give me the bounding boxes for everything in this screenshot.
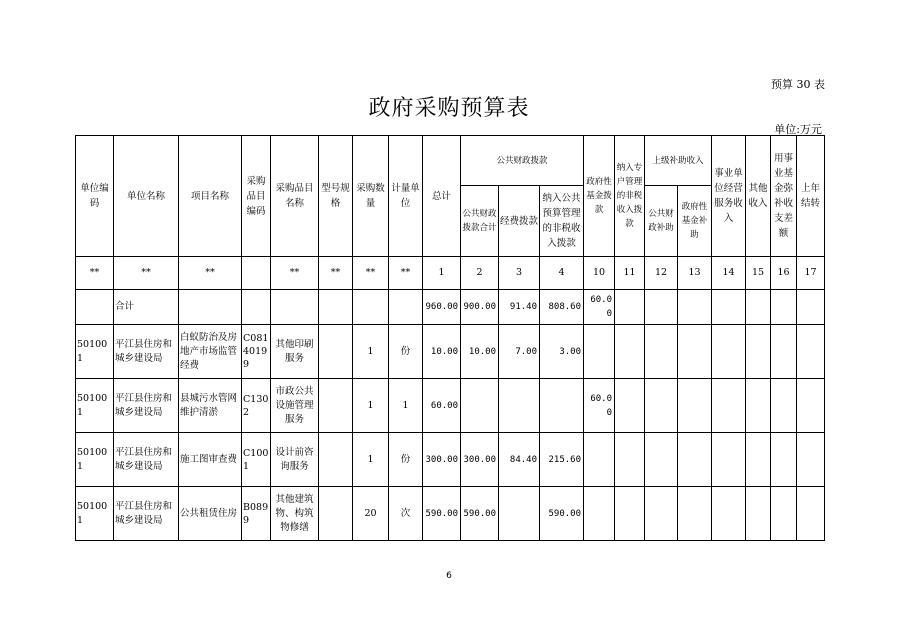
project-name-cell: 施工图审查费	[179, 433, 242, 487]
header-other: 其他收入	[746, 136, 771, 257]
header-sup-gov-fund: 政府性基金补助	[678, 186, 712, 257]
total-cell: 590.00	[423, 487, 461, 541]
index-cell: 17	[797, 257, 825, 290]
index-cell: **	[389, 257, 423, 290]
quantity-cell: 1	[353, 433, 389, 487]
header-project-name: 项目名称	[179, 136, 242, 257]
model-cell	[319, 325, 353, 379]
measure-cell: 1	[389, 379, 423, 433]
header-measure: 计量单位	[389, 136, 423, 257]
index-cell: 4	[540, 257, 584, 290]
header-item-code: 采购品目编码	[242, 136, 271, 257]
total-cell: 10.00	[423, 325, 461, 379]
total-cell: 300.00	[423, 433, 461, 487]
total-nontax: 808.60	[540, 290, 584, 325]
unit-code-cell: 501001	[76, 325, 114, 379]
unit-code-cell: 501001	[76, 487, 114, 541]
gov-fund-cell	[584, 433, 615, 487]
header-item-name: 采购品目名称	[271, 136, 319, 257]
total-funding: 91.40	[499, 290, 540, 325]
unit-name-cell: 平江县住房和城乡建设局	[114, 325, 179, 379]
gov-fund-cell	[584, 325, 615, 379]
pf-total-cell: 10.00	[461, 325, 499, 379]
project-name-cell: 公共租赁住房	[179, 487, 242, 541]
unit-name-cell: 平江县住房和城乡建设局	[114, 379, 179, 433]
item-code-cell: B0899	[242, 487, 271, 541]
index-cell: 14	[712, 257, 746, 290]
gov-fund-cell: 60.00	[584, 379, 615, 433]
table-row	[76, 487, 825, 541]
index-cell: **	[76, 257, 114, 290]
header-operating: 事业单位经营服务收入	[712, 136, 746, 257]
model-cell	[319, 379, 353, 433]
form-number: 预算 30 表	[771, 78, 825, 91]
header-row-1	[76, 136, 825, 186]
model-cell	[319, 433, 353, 487]
item-name-cell: 市政公共设施管理服务	[271, 379, 319, 433]
header-carryover: 上年结转	[797, 136, 825, 257]
item-code-cell: C0814019 9	[242, 325, 271, 379]
page-title: 政府采购预算表	[368, 96, 530, 121]
funding-cell: 84.40	[499, 433, 540, 487]
index-cell: 15	[746, 257, 771, 290]
index-cell: **	[179, 257, 242, 290]
index-cell: 1	[423, 257, 461, 290]
header-unit-code: 单位编码	[76, 136, 114, 257]
index-cell: **	[353, 257, 389, 290]
unit-name-cell: 平江县住房和城乡建设局	[114, 433, 179, 487]
table-row	[76, 325, 825, 379]
header-public-finance: 公共财政拨款	[461, 136, 584, 186]
index-cell: 10	[584, 257, 615, 290]
header-quantity: 采购数量	[353, 136, 389, 257]
total-label: 合计	[114, 290, 179, 325]
index-cell: **	[114, 257, 179, 290]
unit-name-cell: 平江县住房和城乡建设局	[114, 487, 179, 541]
header-special-nontax: 纳入专户管理的非税收入拨款	[615, 136, 645, 257]
funding-cell: 7.00	[499, 325, 540, 379]
item-name-cell: 其他建筑物、构筑物修缮	[271, 487, 319, 541]
nontax-cell: 590.00	[540, 487, 584, 541]
header-pf-total: 公共财政拨款合计	[461, 186, 499, 257]
measure-cell: 次	[389, 487, 423, 541]
project-name-cell: 白蚁防治及房地产市场监管经费	[179, 325, 242, 379]
item-code-cell: C1302	[242, 379, 271, 433]
total-sum: 960.00	[423, 290, 461, 325]
page-number: 6	[446, 571, 452, 581]
total-gov-fund: 60.00	[584, 290, 615, 325]
index-cell	[242, 257, 271, 290]
measure-cell: 份	[389, 433, 423, 487]
header-total: 总计	[423, 136, 461, 257]
table-row	[76, 379, 825, 433]
gov-fund-cell	[584, 487, 615, 541]
procurement-budget-table	[75, 135, 825, 541]
total-cell: 60.00	[423, 379, 461, 433]
funding-cell	[499, 487, 540, 541]
quantity-cell: 1	[353, 325, 389, 379]
header-model: 型号规格	[319, 136, 353, 257]
item-code-cell: C1001	[242, 433, 271, 487]
unit-code-cell: 501001	[76, 379, 114, 433]
nontax-cell	[540, 379, 584, 433]
header-sup-public-finance: 公共财政补助	[645, 186, 678, 257]
index-cell: 13	[678, 257, 712, 290]
total-row	[76, 290, 825, 325]
project-name-cell: 县城污水管网维护清淤	[179, 379, 242, 433]
nontax-cell: 215.60	[540, 433, 584, 487]
quantity-cell: 20	[353, 487, 389, 541]
funding-cell	[499, 379, 540, 433]
nontax-cell: 3.00	[540, 325, 584, 379]
index-cell: 3	[499, 257, 540, 290]
total-pf-total: 900.00	[461, 290, 499, 325]
pf-total-cell: 590.00	[461, 487, 499, 541]
header-fund-balance: 用事业基金弥补收支差额	[771, 136, 797, 257]
quantity-cell: 1	[353, 379, 389, 433]
index-cell: 2	[461, 257, 499, 290]
header-superior: 上级补助收入	[645, 136, 712, 186]
index-cell: 12	[645, 257, 678, 290]
pf-total-cell: 300.00	[461, 433, 499, 487]
index-cell: **	[271, 257, 319, 290]
item-name-cell: 其他印刷服务	[271, 325, 319, 379]
unit-label: 单位:万元	[774, 123, 822, 136]
item-name-cell: 设计前咨询服务	[271, 433, 319, 487]
header-nontax: 纳入公共预算管理的非税收入拨款	[540, 186, 584, 257]
table-row	[76, 433, 825, 487]
index-cell: **	[319, 257, 353, 290]
pf-total-cell	[461, 379, 499, 433]
index-cell: 16	[771, 257, 797, 290]
header-funding: 经费拨款	[499, 186, 540, 257]
model-cell	[319, 487, 353, 541]
index-row	[76, 257, 825, 290]
measure-cell: 份	[389, 325, 423, 379]
header-gov-fund: 政府性基金拨款	[584, 136, 615, 257]
index-cell: 11	[615, 257, 645, 290]
unit-code-cell: 501001	[76, 433, 114, 487]
header-unit-name: 单位名称	[114, 136, 179, 257]
